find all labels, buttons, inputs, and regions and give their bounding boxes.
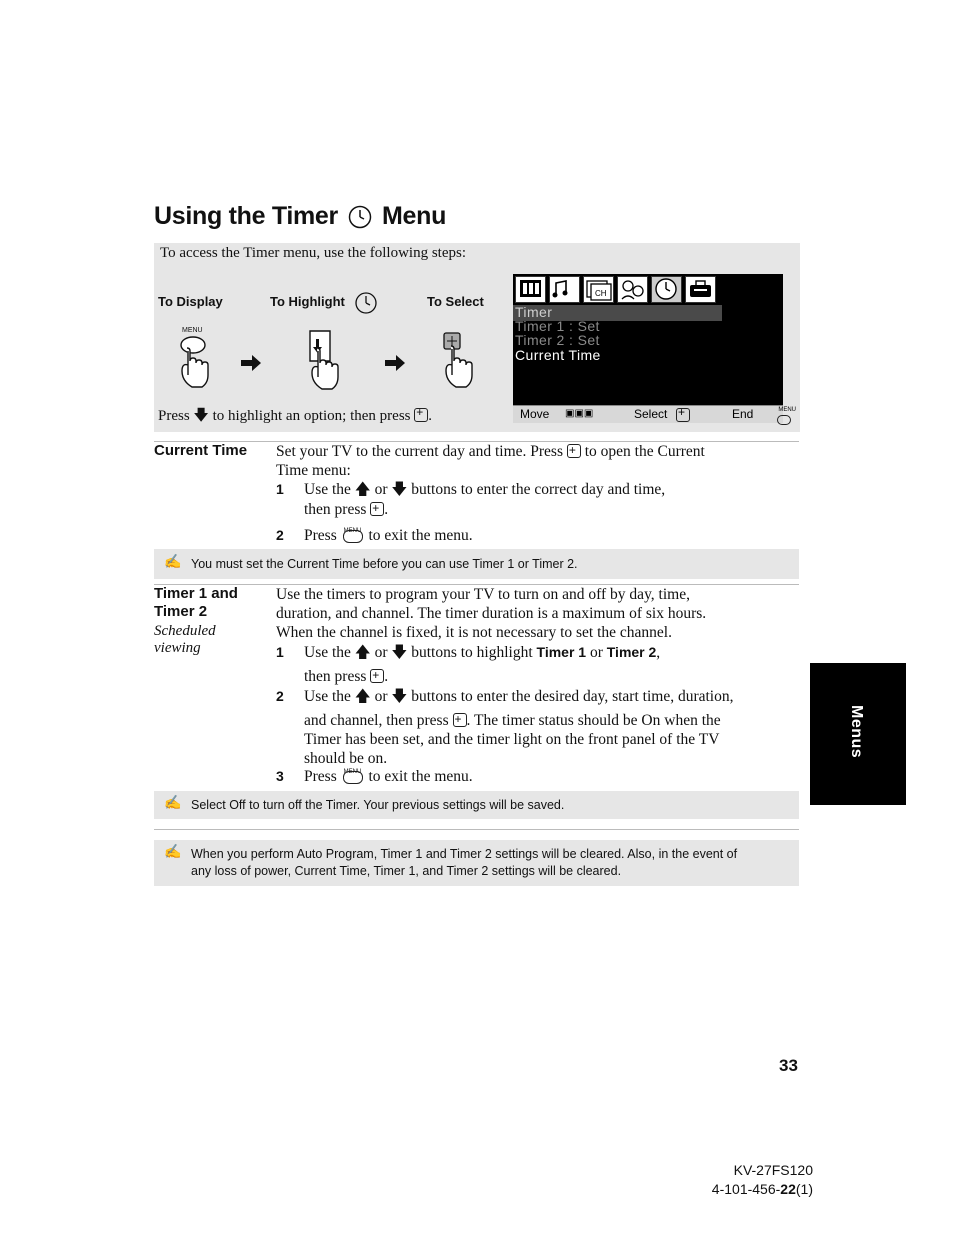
- screen-help-bar: [513, 405, 783, 423]
- current-time-body: [276, 442, 796, 480]
- step-number: 1: [276, 481, 284, 497]
- arrow-down-icon: 🡇: [193, 408, 209, 424]
- screen-item-timer: Timer: [515, 304, 553, 320]
- hand-press-select-icon: [440, 331, 480, 389]
- select-button-icon: [414, 408, 428, 422]
- arrow-down-icon: 🡇: [391, 688, 408, 705]
- press-text: Press: [158, 408, 190, 424]
- timers-step2-c: [304, 730, 719, 768]
- note-pen-icon: ✍: [164, 555, 182, 570]
- timers-desc: When the channel is fixed, it is not necessary to set the channel.: [276, 624, 672, 641]
- arrow-down-icon: 🡇: [391, 644, 408, 661]
- move-label: Move: [520, 407, 550, 421]
- menu-button-icon: [343, 771, 363, 784]
- note-text: You must set the Current Time before you can use Timer 1 or Timer 2.: [191, 557, 578, 571]
- timers-step2: [304, 687, 733, 706]
- timers-desc: duration, and channel. The timer duration is a maximum of six hours.: [276, 605, 707, 622]
- hand-press-menu-icon: [176, 335, 216, 390]
- page-number: 33: [779, 1056, 798, 1075]
- step-text: Press: [304, 768, 337, 785]
- footer-code-a: 4-101-456-: [711, 1181, 781, 1197]
- menu-button-icon: [343, 530, 363, 543]
- note-pen-icon: ✍: [164, 845, 182, 860]
- note-pen-icon: ✍: [164, 796, 182, 811]
- arrow-down-icon: 🡇: [391, 481, 408, 498]
- step-text: .: [384, 501, 389, 518]
- screen-item-timer2: Timer 2 : Set: [515, 332, 600, 348]
- step-text: and channel, then press: [304, 712, 449, 729]
- current-time-desc-b: to open the Current: [584, 443, 705, 460]
- menu-small-label: MENU: [182, 327, 203, 334]
- timers-step3: [304, 767, 473, 786]
- clock-icon: [348, 205, 372, 229]
- divider: [154, 829, 799, 830]
- timers-term-line1: Timer 1 and: [154, 585, 238, 602]
- timers-term: [154, 585, 238, 621]
- step-text: Press: [304, 527, 337, 544]
- timers-sub1: Scheduled: [154, 623, 216, 639]
- screen-item-timer1: Timer 1 : Set: [515, 318, 600, 334]
- ch-label: CH: [595, 289, 607, 298]
- current-time-term: Current Time: [154, 442, 248, 459]
- step-number: 2: [276, 688, 284, 704]
- select-button-icon: [453, 713, 467, 727]
- select-label: Select: [634, 407, 668, 421]
- to-display-label: To Display: [158, 294, 223, 309]
- note-line: any loss of power, Current Time, Timer 1, and Timer 2 settings will be cleared.: [191, 864, 622, 878]
- tv-menu-screen: [513, 274, 783, 423]
- step-text: or: [374, 644, 388, 661]
- step-text: buttons to highlight: [411, 644, 533, 661]
- arrow-up-icon: 🡅: [354, 644, 371, 661]
- timers-step1: [304, 643, 660, 662]
- arrow-right-icon: [240, 354, 262, 372]
- step-text: Use the: [304, 688, 351, 705]
- step-number: 2: [276, 527, 284, 543]
- step-text: ,: [656, 644, 661, 661]
- press-instruction: [158, 405, 432, 430]
- page-title: [154, 202, 446, 231]
- note-box: [154, 791, 799, 819]
- current-time-desc: Set your TV to the current day and time. Press: [276, 443, 563, 460]
- timer2-bold: Timer 2: [606, 644, 657, 660]
- step-number: 3: [276, 768, 284, 784]
- intro-text: To access the Timer menu, use the following steps:: [160, 245, 466, 261]
- timers-term-line2: Timer 2: [154, 603, 208, 620]
- intro-panel: [154, 243, 800, 432]
- timer1-bold: Timer 1: [536, 644, 587, 660]
- step-text: or: [374, 481, 388, 498]
- timer-icon: [651, 276, 682, 303]
- period-text: .: [428, 408, 432, 424]
- hand-press-down-icon: [304, 327, 346, 391]
- timers-step1-b: [304, 667, 388, 686]
- arrow-up-icon: 🡅: [354, 688, 371, 705]
- title-text: Using the Timer: [154, 202, 338, 230]
- menu-button-icon: [777, 415, 791, 425]
- step-text: then press: [304, 668, 367, 685]
- to-select-label: To Select: [427, 294, 484, 309]
- note-box: [154, 840, 799, 886]
- step-text: or: [374, 688, 388, 705]
- arrow-up-icon: 🡅: [354, 481, 371, 498]
- timers-step2-b: [304, 711, 721, 730]
- current-time-desc-c: Time menu:: [276, 462, 351, 479]
- footer-code-c: (1): [795, 1181, 813, 1197]
- select-button-icon: [676, 408, 690, 422]
- setup-icon: [685, 276, 716, 303]
- arrow-right-icon: [384, 354, 406, 372]
- channel-icon: [583, 276, 614, 303]
- step-number: 1: [276, 644, 284, 660]
- move-arrows-icon: ▣▣▣: [565, 408, 594, 419]
- title-text-menu: Menu: [381, 202, 447, 230]
- timers-body: [276, 585, 706, 642]
- select-button-icon: [567, 444, 581, 458]
- step-text: . The timer status should be On when the: [466, 712, 721, 729]
- note-box: [154, 549, 799, 579]
- step-text: Use the: [304, 481, 351, 498]
- to-highlight-label: To Highlight: [270, 294, 345, 309]
- section-tab: [810, 663, 906, 805]
- step-text: should be on.: [304, 750, 388, 767]
- footer-code-b: 22: [780, 1181, 796, 1197]
- video-icon: [515, 276, 546, 303]
- step-text: .: [384, 668, 389, 685]
- timers-sub2: viewing: [154, 640, 201, 656]
- clock-icon: [354, 291, 378, 315]
- step-text: to exit the menu.: [368, 527, 473, 544]
- footer-model: KV-27FS120: [733, 1162, 813, 1178]
- end-label: End: [732, 407, 754, 421]
- current-time-step1: [304, 480, 665, 499]
- step-text: to exit the menu.: [368, 768, 473, 785]
- note-text: Select Off to turn off the Timer. Your previous settings will be saved.: [191, 798, 565, 812]
- step-text: Timer has been set, and the timer light on the front panel of the TV: [304, 731, 720, 748]
- section-tab-label: Menus: [848, 705, 865, 759]
- step-text: buttons to enter the correct day and time,: [411, 481, 666, 498]
- step-text: Use the: [304, 644, 351, 661]
- step-text: or: [589, 644, 603, 661]
- timers-desc: Use the timers to program your TV to turn on and off by day, time,: [276, 586, 690, 603]
- select-button-icon: [370, 502, 384, 516]
- select-button-icon: [370, 669, 384, 683]
- step-text: buttons to enter the desired day, start time, duration,: [411, 688, 734, 705]
- highlight-text: to highlight an option; then press: [212, 408, 411, 424]
- current-time-step2: [304, 526, 473, 545]
- screen-item-current-time: Current Time: [515, 347, 601, 363]
- parent-icon: [617, 276, 648, 303]
- footer-code: [712, 1181, 813, 1197]
- note-line: When you perform Auto Program, Timer 1 and Timer 2 settings will be cleared. Also, in the event of: [191, 847, 738, 861]
- timers-subtitle: [154, 623, 216, 657]
- audio-icon: [549, 276, 580, 303]
- note-text: [191, 846, 737, 880]
- step-text: then press: [304, 501, 367, 518]
- current-time-step1-b: [304, 500, 388, 519]
